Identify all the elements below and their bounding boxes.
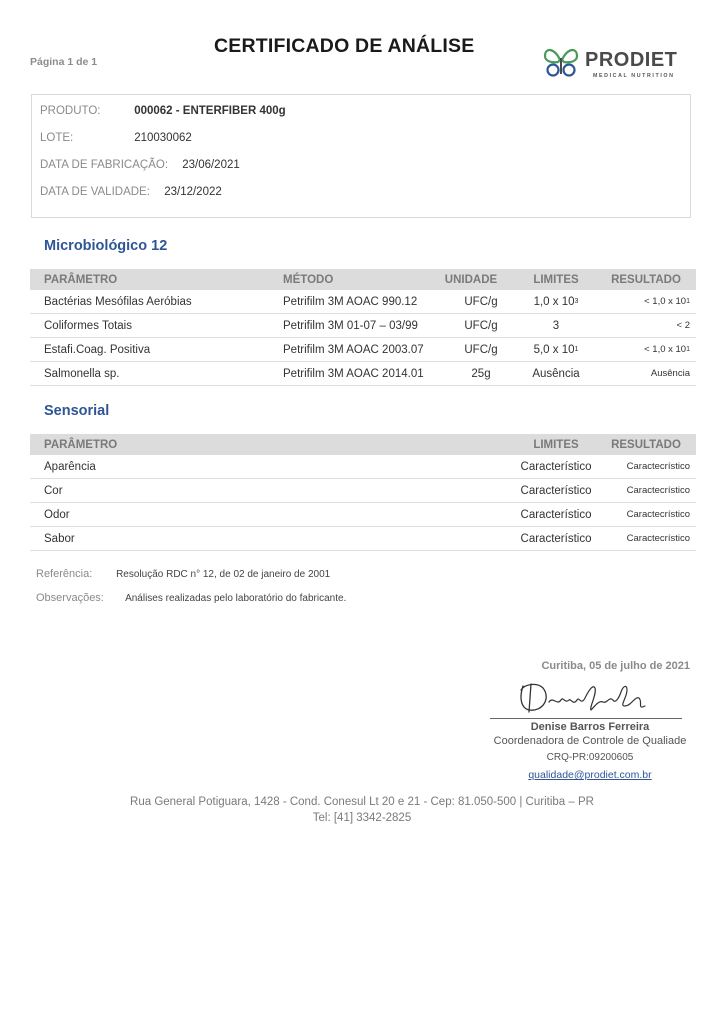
observacoes-value: Análises realizadas pelo laboratório do fabricante.	[125, 593, 347, 604]
fabricacao-label: DATA DE FABRICAÇÃO:	[40, 159, 169, 171]
header-parametro: PARÂMETRO	[44, 438, 118, 451]
observacoes-label: Observações:	[36, 592, 104, 604]
produto-value: 000062 - ENTERFIBER 400g	[134, 105, 286, 117]
cell-resultado: Caractecrístico	[626, 509, 690, 520]
table-row	[30, 479, 696, 503]
cell-limite: Característico	[520, 484, 592, 497]
cell-resultado: Ausência	[650, 368, 690, 379]
cell-parametro: Salmonella sp.	[44, 367, 120, 380]
signature-line	[490, 718, 682, 719]
micro-table-header	[30, 269, 696, 290]
cell-resultado: Caractecrístico	[626, 461, 690, 472]
cell-limite: Característico	[520, 508, 592, 521]
cell-limite: Característico	[520, 460, 592, 473]
cell-parametro: Aparência	[44, 460, 96, 473]
observacoes-row	[36, 592, 346, 604]
sensorial-table	[30, 434, 696, 551]
table-row	[30, 314, 696, 338]
logo-name: PRODIET	[585, 49, 678, 71]
cell-limite: 3	[552, 319, 560, 332]
sensorial-table-header	[30, 434, 696, 455]
cell-limite: Ausência	[532, 367, 580, 380]
prodiet-logo	[540, 44, 690, 84]
header-unidade: UNIDADE	[444, 273, 498, 286]
cell-unidade: UFC/g	[464, 295, 498, 308]
referencia-label: Referência:	[36, 568, 93, 580]
signer-name: Denise Barros Ferreira	[530, 721, 650, 733]
validade-row	[40, 186, 222, 198]
cell-metodo: Petrifilm 3M 01-07 – 03/99	[283, 319, 418, 332]
lote-value: 210030062	[134, 132, 192, 144]
cell-parametro: Sabor	[44, 532, 75, 545]
referencia-row	[36, 568, 330, 580]
footer-address: Rua General Potiguara, 1428 - Cond. Conesul Lt 20 e 21 - Cep: 81.050-500 | Curitiba – PR	[130, 796, 594, 808]
handwritten-signature-icon	[515, 676, 655, 718]
cell-parametro: Cor	[44, 484, 63, 497]
table-row	[30, 455, 696, 479]
cell-limite: Característico	[520, 532, 592, 545]
footer-phone: Tel: [41] 3342-2825	[312, 812, 412, 824]
cell-resultado: Caractecrístico	[626, 533, 690, 544]
signature-date: Curitiba, 05 de julho de 2021	[541, 660, 690, 672]
cell-resultado: Caractecrístico	[626, 485, 690, 496]
cell-parametro: Coliformes Totais	[44, 319, 132, 332]
cell-unidade: UFC/g	[464, 343, 498, 356]
product-info-box	[31, 94, 691, 218]
table-row	[30, 503, 696, 527]
header-limites: LIMITES	[533, 438, 579, 451]
fabricacao-value: 23/06/2021	[182, 159, 240, 171]
cell-parametro: Estafi.Coag. Positiva	[44, 343, 151, 356]
header-resultado: RESULTADO	[611, 438, 681, 451]
cell-resultado: < 1,0 x 10 1	[644, 296, 690, 307]
cell-metodo: Petrifilm 3M AOAC 2003.07	[283, 343, 424, 356]
cell-metodo: Petrifilm 3M AOAC 2014.01	[283, 367, 424, 380]
cell-parametro: Bactérias Mesófilas Aeróbias	[44, 295, 192, 308]
cell-resultado: < 2	[676, 320, 690, 331]
table-row	[30, 290, 696, 314]
produto-row	[40, 105, 286, 117]
micro-section-title: Microbiológico 12	[44, 238, 168, 254]
cell-metodo: Petrifilm 3M AOAC 990.12	[283, 295, 418, 308]
signer-role: Coordenadora de Controle de Qualiade	[493, 735, 687, 747]
produto-label: PRODUTO:	[40, 105, 101, 117]
cell-unidade: UFC/g	[464, 319, 498, 332]
cell-limite: 1,0 x 10 3	[533, 295, 579, 308]
sensorial-section-title: Sensorial	[44, 403, 110, 419]
table-row	[30, 362, 696, 386]
table-row	[30, 527, 696, 551]
cell-unidade: 25g	[471, 367, 491, 380]
lote-row	[40, 132, 192, 144]
validade-value: 23/12/2022	[164, 186, 222, 198]
document-title: CERTIFICADO DE ANÁLISE	[214, 35, 475, 57]
page-number: Página 1 de 1	[30, 56, 98, 68]
header-limites: LIMITES	[533, 273, 579, 286]
header-parametro: PARÂMETRO	[44, 273, 118, 286]
validade-label: DATA DE VALIDADE:	[40, 186, 150, 198]
cell-limite: 5,0 x 10 1	[533, 343, 579, 356]
table-row	[30, 338, 696, 362]
micro-table	[30, 269, 696, 386]
signer-email-link[interactable]: qualidade@prodiet.com.br	[528, 769, 652, 781]
header-metodo: MÉTODO	[283, 273, 334, 286]
logo-subtitle: MEDICAL NUTRITION	[593, 73, 675, 79]
referencia-value: Resolução RDC n° 12, de 02 de janeiro de 2001	[116, 569, 331, 580]
cell-resultado: < 1,0 x 10 1	[644, 344, 690, 355]
signer-crq: CRQ-PR:09200605	[546, 752, 634, 763]
header-resultado: RESULTADO	[611, 273, 681, 286]
butterfly-logo-icon	[542, 46, 580, 80]
cell-parametro: Odor	[44, 508, 70, 521]
fabricacao-row	[40, 159, 240, 171]
lote-label: LOTE:	[40, 132, 74, 144]
